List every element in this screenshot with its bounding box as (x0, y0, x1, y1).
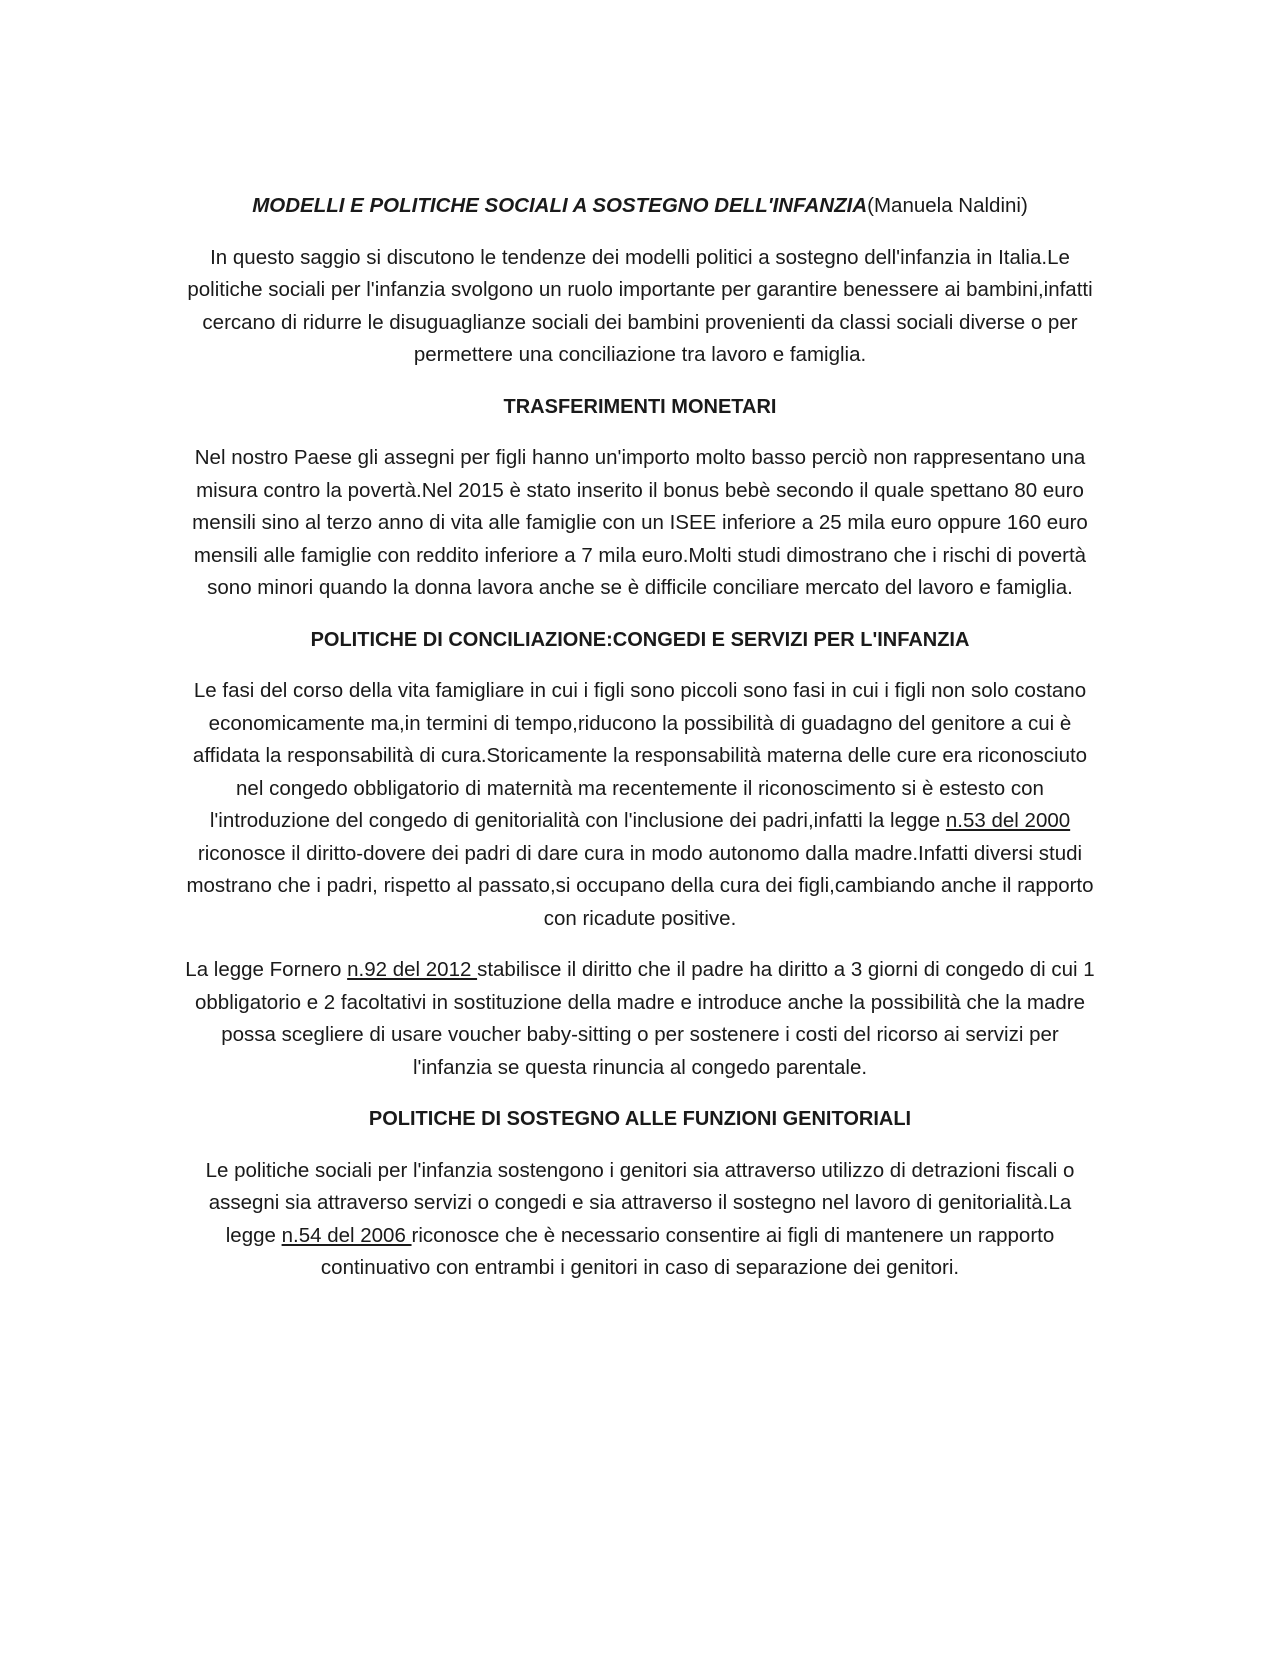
text-span: riconosce il diritto-dovere dei padri di dare cura in modo autonomo dalla madre.Infatti diversi studi mostrano che i padri, rispetto al passato,si occupano della cura dei figli,cambiando anche il rapporto con ricadute positive. (186, 841, 1094, 930)
section-paragraph-conciliazione-2 (185, 954, 1095, 1084)
title-author: (Manuela Naldini) (867, 194, 1028, 217)
law-reference: n.54 del 2006 (281, 1223, 412, 1247)
section-heading-trasferimenti: TRASFERIMENTI MONETARI (503, 395, 777, 418)
law-reference: n.53 del 2000 (945, 809, 1071, 832)
intro-paragraph: In questo saggio si discutono le tendenze dei modelli politici a sostegno dell'infanzia in Italia.Le politiche sociali per l'infanzia svolgono un ruolo importante per garantire benessere ai bambini,infatti cercano di ridurre le disuguaglianze sociali dei bambini provenienti da classi sociali diverse o per permettere una conciliazione tra lavoro e famiglia. (187, 245, 1093, 366)
section-heading-conciliazione: POLITICHE DI CONCILIAZIONE:CONGEDI E SERVIZI PER L'INFANZIA (310, 628, 970, 651)
text-span: stabilisce il diritto che il padre ha diritto a 3 giorni di congedo di cui 1 obbligatorio e 2 facoltativi in sostituzione della madre e introduce anche la possibilità che la madre possa scegliere di usare voucher baby-sitting o per sostenere i costi del ricorso ai servizi per l'infanzia se questa rinuncia al congedo parentale. (195, 958, 1095, 1079)
text-span: Le fasi del corso della vita famigliare in cui i figli sono piccoli sono fasi in cui i figli non solo costano economicamente ma,in termini di tempo,riducono la possibilità di guadagno del genitore a cui è affidata la responsabilità di cura.Storicamente la responsabilità materna delle cure era riconosciuto nel congedo obbligatorio di maternità ma recentemente il riconoscimento si è estesto con l'introduzione del congedo di genitorialità con l'inclusione dei padri,infatti la legge (192, 679, 1088, 832)
title-main: MODELLI E POLITICHE SOCIALI A SOSTEGNO DELL'INFANZIA (252, 194, 868, 217)
section-paragraph-conciliazione-1 (185, 675, 1095, 935)
text-span: riconosce che è necessario consentire ai figli di mantenere un rapporto continuativo con entrambi i genitori in caso di separazione dei genitori. (320, 1223, 1055, 1279)
section-paragraph-trasferimenti: Nel nostro Paese gli assegni per figli hanno un'importo molto basso perciò non rappresentano una misura contro la povertà.Nel 2015 è stato inserito il bonus bebè secondo il quale spettano 80 euro mensili sino al terzo anno di vita alle famiglie con un ISEE inferiore a 25 mila euro oppure 160 euro mensili alle famiglie con reddito inferiore a 7 mila euro.Molti studi dimostrano che i rischi di povertà sono minori quando la donna lavora anche se è difficile conciliare mercato del lavoro e famiglia. (192, 446, 1088, 599)
section-paragraph-sostegno (185, 1155, 1095, 1285)
document-title (185, 190, 1095, 223)
section-heading-sostegno: POLITICHE DI SOSTEGNO ALLE FUNZIONI GENITORIALI (368, 1108, 912, 1130)
law-reference: n.92 del 2012 (347, 958, 478, 981)
text-span: La legge Fornero (185, 958, 348, 981)
document-page (185, 190, 1095, 1304)
text-span: Le politiche sociali per l'infanzia sostengono i genitori sia attraverso utilizzo di detrazioni fiscali o assegni sia attraverso servizi o congedi e sia attraverso il sostegno nel lavoro di genitorialità.La legge (205, 1158, 1075, 1247)
